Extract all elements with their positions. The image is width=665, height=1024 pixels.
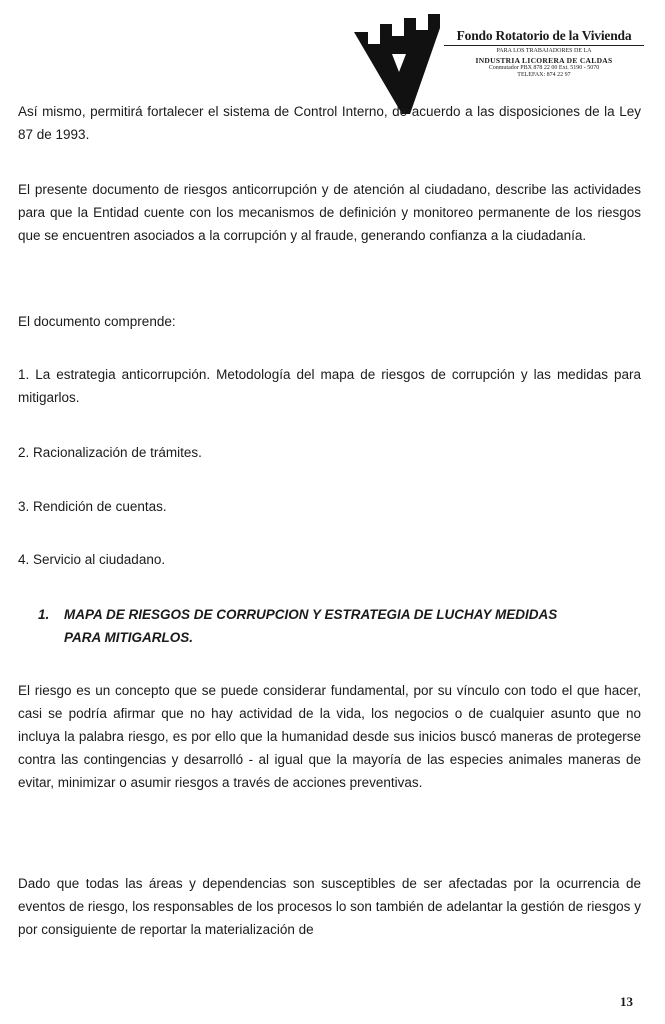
list-item-rendicion: 3. Rendición de cuentas. xyxy=(18,499,167,514)
fondo-rotatorio-logo-icon xyxy=(352,14,442,114)
organization-fax: TELEFAX: 874 22 97 xyxy=(517,72,571,79)
paragraph-control-interno: Así mismo, permitirá fortalecer el sistema de Control Interno, de acuerdo a las disposiciones de la Ley 87 de 1993. xyxy=(18,104,641,142)
paragraph-documento-riesgos: El presente documento de riesgos anticorrupción y de atención al ciudadano, describe las actividades para que la Entidad cuente con los mecanismos de definición y monitoreo permanente de los riesgos que se encuentren asociados a la corrupción y al fraude, generando confianza a la ciudadanía. xyxy=(18,182,641,243)
page-number: 13 xyxy=(620,994,633,1009)
list-item-estrategia: 1. La estrategia anticorrupción. Metodología del mapa de riesgos de corrupción y las medidas para mitigarlos. xyxy=(18,367,641,405)
section-heading-line2: PARA MITIGARLOS. xyxy=(64,630,193,645)
organization-name: Fondo Rotatorio de la Vivienda xyxy=(444,28,644,46)
organization-phone: Conmutador PBX 878 22 00 Ext. 5190 - 5070 xyxy=(488,64,600,71)
paragraph-documento-comprende: El documento comprende: xyxy=(18,314,176,329)
organization-header xyxy=(444,28,644,80)
organization-industry: INDUSTRIA LICORERA DE CALDAS xyxy=(475,55,613,65)
paragraph-riesgo-concepto: El riesgo es un concepto que se puede considerar fundamental, por su vínculo con todo el que hacer, casi se podría afirmar que no hay actividad de la vida, los negocios o de cualquier asunto que no incluya la palabra riesgo, es por ello que la humanidad desde sus inicios buscó maneras de protegerse contra las contingencias y desarrolló - al igual que la mayoría de las especies animales maneras de evitar, minimizar o asumir riesgos a través de acciones preventivas. xyxy=(18,683,641,790)
organization-subtitle: PARA LOS TRABAJADORES DE LA xyxy=(496,48,592,54)
list-item-servicio: 4. Servicio al ciudadano. xyxy=(18,552,166,567)
paragraph-areas-dependencias: Dado que todas las áreas y dependencias son susceptibles de ser afectadas por la ocurrencia de eventos de riesgo, los responsables de los procesos lo son también de adelantar la gestión de riesgos y por consiguiente de reportar la materialización de xyxy=(18,876,641,937)
section-heading xyxy=(38,603,638,649)
section-heading-number: 1. xyxy=(38,607,50,622)
section-heading-line1: MAPA DE RIESGOS DE CORRUPCION Y ESTRATEGIA DE LUCHAY MEDIDAS xyxy=(64,607,558,622)
list-item-tramites: 2. Racionalización de trámites. xyxy=(18,445,202,460)
